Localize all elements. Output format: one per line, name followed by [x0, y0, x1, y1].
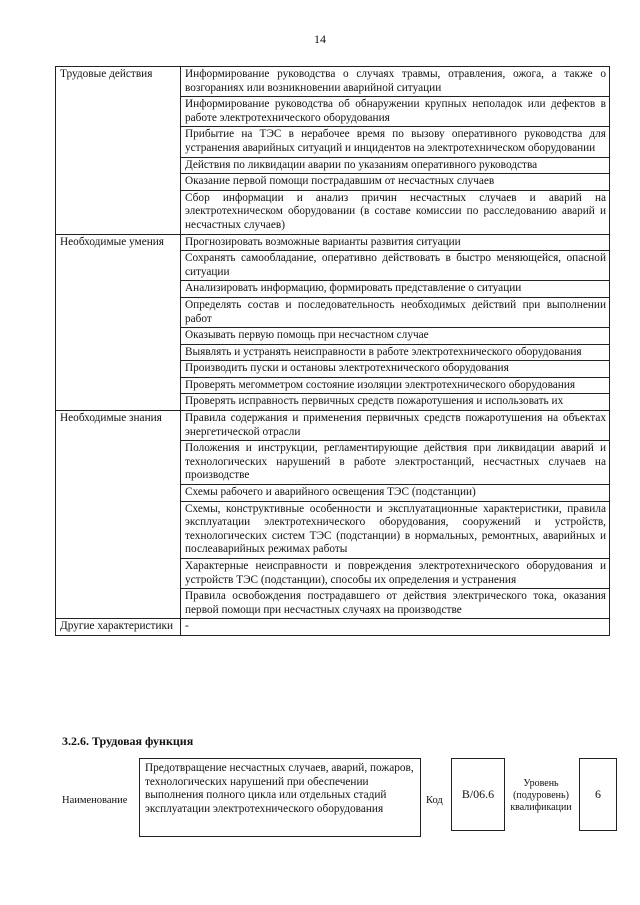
row-item: Правила освобождения пострадавшего от действия электрического тока, оказания первой помощи при несчастных случаях на производстве [181, 589, 610, 619]
row-item: Оказывать первую помощь при несчастном случае [181, 328, 610, 345]
function-code-box: В/06.6 [451, 758, 505, 831]
table-row [56, 411, 610, 441]
row-item: Правила содержания и применения первичных средств пожаротушения на объектах энергетической отрасли [181, 411, 610, 441]
function-level-box: 6 [579, 758, 617, 831]
competency-table [55, 66, 610, 636]
level-label: Уровень (подуровень) квалификации [510, 778, 572, 813]
row-item: - [181, 619, 610, 636]
row-category: Трудовые действия [56, 67, 181, 235]
row-item: Прогнозировать возможные варианты развития ситуации [181, 234, 610, 251]
row-item: Сбор информации и анализ причин несчастных случаев и аварий на электротехническом оборудовании (в составе комиссии по расследованию аварий и несчастных случаев) [181, 190, 610, 234]
row-item: Информирование руководства об обнаружении крупных неполадок или дефектов в работе электротехнического оборудования [181, 97, 610, 127]
row-item: Характерные неисправности и повреждения электротехнического оборудования и устройств ТЭС (подстанции), способы их определения и устранения [181, 559, 610, 589]
row-item: Определять состав и последовательность необходимых действий при выполнении работ [181, 297, 610, 327]
row-item: Положения и инструкции, регламентирующие действия при ликвидации аварий и технологических нарушений в работе электростанций, несчастных случаев на производстве [181, 441, 610, 485]
page-number: 14 [314, 32, 326, 46]
function-name-box: Предотвращение несчастных случаев, аварий, пожаров, технологических нарушений при обеспечении выполнения полного цикла или отдельных стадий эксплуатации электротехнического оборудования [139, 758, 421, 837]
row-item: Производить пуски и остановы электротехнического оборудования [181, 361, 610, 378]
row-item: Проверять исправность первичных средств пожаротушения и использовать их [181, 394, 610, 411]
row-item: Схемы рабочего и аварийного освещения ТЭС (подстанции) [181, 485, 610, 502]
row-item: Схемы, конструктивные особенности и эксплуатационные характеристики, правила эксплуатации электротехнического оборудования, сооружений и устройств, технологических систем ТЭС (подстанции) в нормальных, ремонтных, аварийных и послеаварийных режимах работы [181, 501, 610, 558]
table-row [56, 234, 610, 251]
table-row [56, 619, 610, 636]
name-label: Наименование [62, 795, 128, 806]
section-title: 3.2.6. Трудовая функция [62, 734, 194, 748]
row-item: Прибытие на ТЭС в нерабочее время по вызову оперативного руководства для устранения аварийных ситуаций и инцидентов на электротехническом оборудовании [181, 127, 610, 157]
row-category: Необходимые знания [56, 411, 181, 619]
row-category: Необходимые умения [56, 234, 181, 411]
row-item: Информирование руководства о случаях травмы, отравления, ожога, а также о возгораниях или возникновении аварийной ситуации [181, 67, 610, 97]
row-item: Анализировать информацию, формировать представление о ситуации [181, 281, 610, 298]
row-item: Выявлять и устранять неисправности в работе электротехнического оборудования [181, 344, 610, 361]
row-category: Другие характеристики [56, 619, 181, 636]
row-item: Проверять мегомметром состояние изоляции электротехнического оборудования [181, 377, 610, 394]
row-item: Оказание первой помощи пострадавшим от несчастных случаев [181, 174, 610, 191]
code-label: Код [426, 795, 443, 806]
table-row [56, 67, 610, 97]
row-item: Действия по ликвидации аварии по указаниям оперативного руководства [181, 157, 610, 174]
row-item: Сохранять самообладание, оперативно действовать в быстро меняющейся, опасной ситуации [181, 251, 610, 281]
